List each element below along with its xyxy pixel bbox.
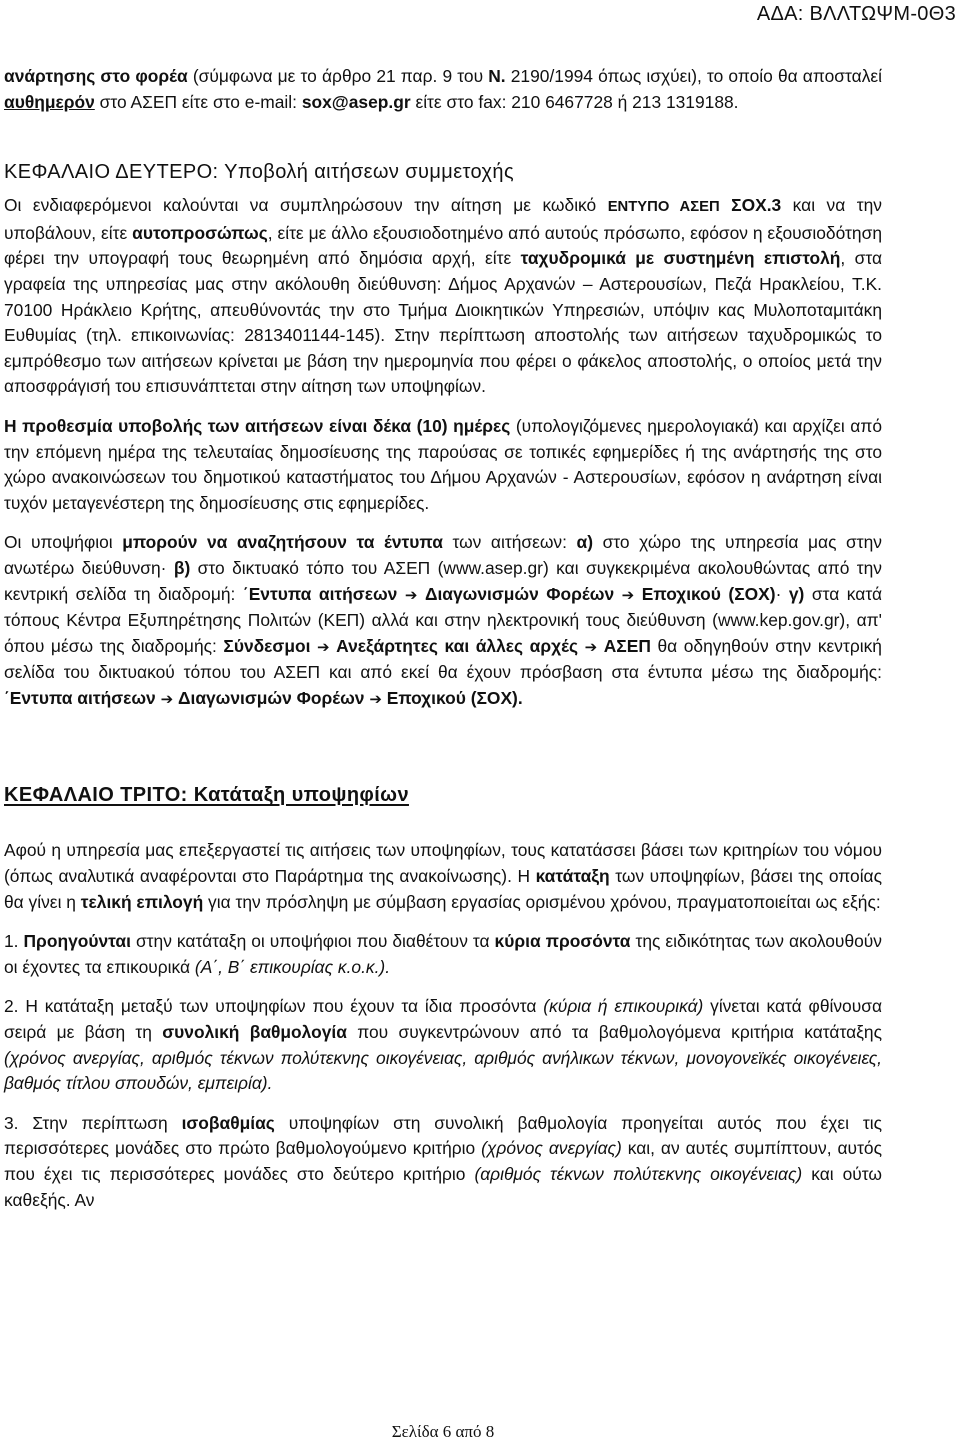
rule2-bold-total-score: συνολική βαθμολογία [162,1022,347,1043]
path-step-authorities: Ανεξάρτητες και άλλες αρχές [336,635,578,656]
rule1-text-3: στην κατάταξη οι υποψήφιοι που διαθέτουν τα [130,931,495,952]
c3p1-text-3: των υποψηφίων, βάσει της οποίας θα γίνει η [4,866,882,912]
path-step-forms: ΄Εντυπα αιτήσεων [242,583,398,604]
c2p1-text-6: , είτε με άλλο εξουσιοδοτημένο από αυτούς πρόσωπο, εφόσον η εξουσιοδότηση φέρει την υπογραφή τους θεωρημένη από δημόσια αρχή, είτε [4,222,882,269]
chapter-two-paragraph-1 [4,193,882,400]
c3p1-text-1: Αφού η υπηρεσία μας επεξεργαστεί τις αιτήσεις των υποψηφίων, τους κατατάσσει βάσει των κριτηρίων του νόμου (όπως αναλυτικά αναφέρονται στο Παράρτημα της ανακοίνωσης). Η [4,840,882,887]
rule3-text-1: 3. Στην περίπτωση [4,1112,182,1133]
page-footer: Σελίδα 6 από 8 [391,1422,495,1441]
chapter-two-paragraph-3 [4,530,882,712]
intro-bold-underlined: αυθημερόν [4,91,95,112]
rule3-text-5: και, αν αυτές συμπίπτουν, αυτός που έχει τις περισσότερες μονάδες στο δεύτερο κριτήριο [4,1138,882,1184]
c2p1-text-1: Οι ενδιαφερόμενοι καλούνται να συμπληρώσουν την αίτηση με κωδικό [4,195,608,216]
c2p3-text-13: στα κατά τόπους Κέντρα Εξυπηρέτησης Πολιτών (ΚΕΠ) αλλά και στην ηλεκτρονική τους διεύθυνση (www.kep.gov.gr), απ' όπου μέσω της διαδρομής: [4,583,883,656]
c2p3-marker-a: α) [576,532,594,553]
arrow-right-icon: ➔ [404,585,418,604]
arrow-right-icon: ➔ [621,585,635,604]
path-step-links: Σύνδεσμοι [223,635,311,656]
c3p1-text-5: για την πρόσληψη με σύμβαση εργασίας ορισμένου χρόνου, πραγματοποιείται ως εξής: [203,891,881,912]
c2p1-text-8: , στα γραφεία της υπηρεσίας μας στην ακόλουθη διεύθυνση: Δήμος Αρχανών – Αστερουσίων, Πεζά Ηρακλείου, Τ.Κ. 70100 Ηράκλειο Κρήτης, απευθύνοντάς την στο Τμήμα Διοικητικών Υπηρεσιών, υπόψιν κας Μυλοποταμιτάκη Ευθυμίας (τηλ. επικοινωνίας: 2813401144-145). Στην περίπτωση αποστολής των αιτήσεων ταχυδρομικώς το εμπρόθεσμο των αιτήσεων κρίνεται με βάση την ημερομηνία που φέρει ο φάκελος αποστολής, ο οποίος μετά την αποσφράγισή του επισυνάπτεται στην αίτηση των υποψηφίων. [4,248,882,397]
rule2-text-1: 2. Η κατάταξη μεταξύ των υποψηφίων που έχουν τα ίδια προσόντα [4,996,544,1017]
rule1-bold-main-qualifications: κύρια προσόντα [494,931,631,952]
c2p3-text-5: στο χώρο της υπηρεσία μας στην ανωτέρω διεύθυνση· [4,532,882,578]
path-step-competitions: Διαγωνισμών Φορέων [424,583,615,604]
c2p1-text-4: και να την υποβάλουν, είτε [4,195,882,243]
c2p3-bold-2: μπορούν να αναζητήσουν τα έντυπα [122,532,443,553]
rule3-italic-children: (αριθμός τέκνων πολύτεκνης οικογένειας) [474,1164,803,1184]
c3p1-bold-final-selection: τελική επιλογή [80,891,204,912]
intro-paragraph [4,64,882,115]
rule1-text-5: της ειδικότητας των ακολουθούν οι έχοντες τα επικουρικά [4,931,882,977]
c2p1-bold-registered-mail: ταχυδρομικά με συστημένη επιστολή [520,248,841,269]
rule3-text-7: και ούτω καθεξής. Αν [4,1164,883,1210]
rule3-bold-tie: ισοβαθμίας [181,1112,275,1133]
ranking-rule-3 [4,1111,882,1213]
ranking-rule-2 [4,994,882,1096]
form-code-label: ΕΝΤΥΠΟ ΑΣΕΠ [607,199,720,216]
intro-text-6: στο ΑΣΕΠ είτε στο e-mail: [94,91,302,112]
arrow-right-icon: ➔ [160,689,174,708]
chapter-three-title [4,780,882,808]
chapter-two-paragraph-2 [4,414,882,516]
chapter-three-paragraph-1 [4,838,882,915]
rule1-bold-precede: Προηγούνται [23,931,131,952]
rule2-italic-criteria: (χρόνος ανεργίας, αριθμός τέκνων πολύτεκνης οικογένειας, αριθμός ανήλικων τέκνων, μονογονεϊκές οικογένειες, βαθμός τίτλου σπουδών, εμπειρία). [4,1047,882,1094]
c2p3-text-11: · [775,583,789,604]
ranking-rule-1 [4,929,882,980]
path-step-asep: ΑΣΕΠ [603,635,651,656]
form-code-sox: ΣΟΧ.3 [731,195,782,216]
c2p1-bold-in-person: αυτοπροσώπως [132,222,268,243]
arrow-right-icon: ➔ [317,637,330,656]
c2p2-text-2: (υπολογιζόμενες ημερολογιακά) και αρχίζει από την επόμενη ημέρα της τελευταίας δημοσίευσης της παρούσας σε τοπικές εφημερίδες ή της ανάρτησής της στο χώρο ανακοινώσεων του δημοτικού καταστήματος του Δήμου Αρχανών - Αστερουσίων, εφόσον η ανάρτηση είναι τυχόν μεταγενέστερη της δημοσίευσης στις εφημερίδες. [4,415,882,513]
c2p3-text-1: Οι υποψήφιοι [4,532,123,553]
c2p3-text-7: στο δικτυακό τόπο του ΑΣΕΠ (www.asep.gr) και συγκεκριμένα ακολουθώντας από την κεντρική σελίδα τη διαδρομή: [4,557,883,604]
rule3-italic-unemployment: (χρόνος ανεργίας) [481,1138,622,1159]
intro-bold-1: ανάρτησης στο φορέα [4,66,188,86]
path-step-forms-2: ΄Εντυπα αιτήσεων [4,687,156,708]
arrow-right-icon: ➔ [369,689,382,708]
arrow-right-icon: ➔ [584,637,598,656]
ada-code: ΑΔΑ: ΒΛΛΤΩΨΜ-0Θ3 [756,3,956,25]
intro-bold-3: Ν. [488,66,506,86]
intro-text-8: είτε στο fax: 210 6467728 ή 213 1319188. [410,91,739,112]
path-step-seasonal-2: Εποχικού (ΣΟΧ). [386,687,523,708]
rule3-text-3: υποψηφίων στη συνολική βαθμολογία προηγείται αυτός που έχει τις περισσότερες μονάδες στο πρώτο βαθμολογούμενο κριτήριο [4,1112,883,1159]
email-address: sox@asep.gr [301,91,411,112]
rule1-italic-6: (Α΄, Β΄ επικουρίας κ.ο.κ.). [194,956,391,977]
chapter-two-title: ΚΕΦΑΛΑΙΟ ΔΕΥΤΕΡΟ: Υποβολή αιτήσεων συμμετοχής [4,161,514,184]
path-step-seasonal: Εποχικού (ΣΟΧ) [641,583,776,604]
c2p3-text-3: των αιτήσεων: [442,532,577,553]
c2p3-text-17: θα οδηγηθούν στην κεντρική σελίδα του δικτυακού τόπου του ΑΣΕΠ και από εκεί θα έχουν πρόσβαση στα έντυπα μέσω της διαδρομής: [4,635,882,683]
rule2-text-3: γίνεται κατά φθίνουσα σειρά με βάση τη [4,996,883,1043]
c3p1-bold-ranking: κατάταξη [535,866,610,887]
rule2-italic-2: (κύρια ή επικουρικά) [543,996,704,1017]
rule2-text-5: που συγκεντρώνουν από τα βαθμολογόμενα κριτήρια κατάταξης [346,1022,882,1043]
page-content [4,64,882,1213]
intro-text-4: 2190/1994 όπως ισχύει), το οποίο θα αποσταλεί [505,66,883,86]
path-step-competitions-2: Διαγωνισμών Φορέων [177,687,365,708]
rule1-number: 1. [4,931,24,952]
deadline-bold: Η προθεσμία υποβολής των αιτήσεων είναι δέκα (10) ημέρες [4,415,511,436]
intro-text-2: (σύμφωνα με το άρθρο 21 παρ. 9 του [187,66,489,86]
c2p3-marker-b: β) [173,557,191,578]
chapter-three-title-text: ΚΕΦΑΛΑΙΟ ΤΡΙΤΟ: Κατάταξη υποψηφίων [4,784,409,807]
c2p3-marker-c: γ) [788,583,805,604]
